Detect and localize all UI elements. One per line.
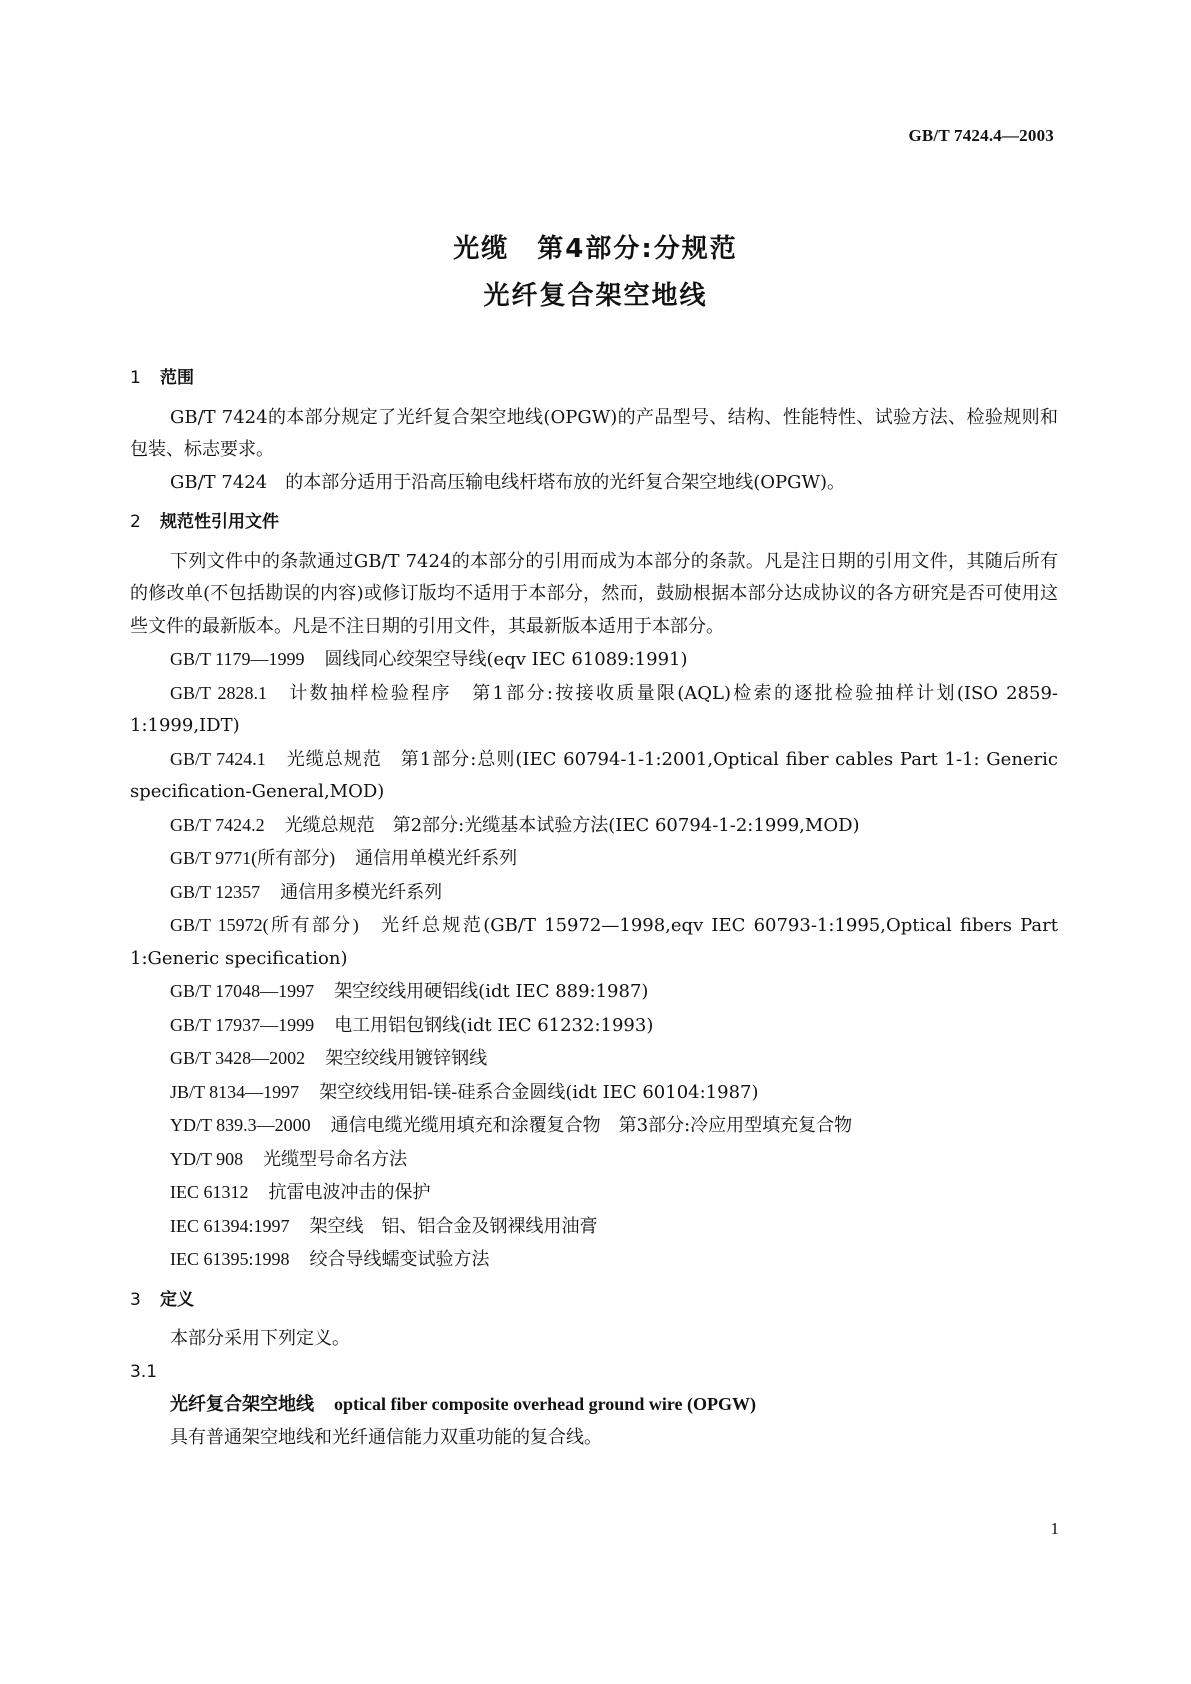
section-number: 1 xyxy=(130,368,141,388)
reference-item xyxy=(130,1042,1058,1076)
reference-item xyxy=(130,1143,1058,1177)
reference-code: GB/T 2828.1 xyxy=(170,682,267,703)
section-number: 3 xyxy=(130,1289,141,1310)
reference-item xyxy=(130,1176,1058,1210)
section-1-heading xyxy=(130,362,1058,395)
page-number: 1 xyxy=(1050,1519,1059,1538)
section-2-heading xyxy=(130,506,1058,539)
section-title: 规范性引用文件 xyxy=(160,512,279,532)
reference-item xyxy=(130,643,1058,677)
reference-title: 架空线 铝、铝合金及钢裸线用油膏 xyxy=(309,1215,598,1237)
section-number: 2 xyxy=(130,512,141,532)
reference-code: JB/T 8134—1997 xyxy=(170,1081,300,1102)
standard-number: GB/T 7424.4—2003 xyxy=(908,126,1054,145)
reference-code: IEC 61394:1997 xyxy=(170,1215,290,1236)
reference-item xyxy=(130,1243,1058,1277)
paragraph: 本部分采用下列定义。 xyxy=(170,1328,350,1349)
reference-code: GB/T 7424.1 xyxy=(170,748,266,769)
reference-title: 抗雷电波冲击的保护 xyxy=(268,1182,431,1203)
paragraph: GB/T 7424的本部分规定了光纤复合架空地线(OPGW)的产品型号、结构、性能特性、试验方法、检验规则和包装、标志要求。 xyxy=(130,406,1058,460)
section-title: 定义 xyxy=(160,1289,194,1310)
reference-title: 通信电缆光缆用填充和涂覆复合物 第3部分:冷应用型填充复合物 xyxy=(330,1115,853,1136)
reference-code: GB/T 17048—1997 xyxy=(170,981,315,1001)
reference-code: GB/T 17937—1999 xyxy=(170,1014,315,1035)
reference-code: GB/T 9771(所有部分) xyxy=(170,848,336,868)
reference-title: 光缆总规范 第2部分:光缆基本试验方法(IEC 60794-1-2:1999,MOD) xyxy=(284,814,860,836)
reference-item xyxy=(130,1109,1058,1143)
reference-item xyxy=(130,1076,1058,1110)
reference-title: 圆线同心绞架空导线(eqv IEC 61089:1991) xyxy=(324,649,688,670)
term-definition: 具有普通架空地线和光纤通信能力双重功能的复合线。 xyxy=(170,1426,602,1448)
reference-code: GB/T 15972(所有部分) xyxy=(170,915,359,935)
reference-title: 光缆型号命名方法 xyxy=(263,1148,408,1170)
reference-code: GB/T 12357 xyxy=(170,881,261,902)
reference-title: 计数抽样检验程序 第1部分:按接收质量限(AQL)检索的逐批检验抽样计划(ISO 2859-1:1999,IDT) xyxy=(130,682,1058,736)
reference-title: 通信用单模光纤系列 xyxy=(355,848,518,869)
reference-code: GB/T 7424.2 xyxy=(170,814,265,835)
reference-title: 电工用铝包钢线(idt IEC 61232:1993) xyxy=(334,1014,654,1036)
paragraph: 下列文件中的条款通过GB/T 7424的本部分的引用而成为本部分的条款。凡是注日期的引用文件，其随后所有的修改单(不包括勘误的内容)或修订版均不适用于本部分，然而，鼓励根据本部分达成协议的各方研究是否可使用这些文件的最新版本。凡是不注日期的引用文件，其最新版本适用于本部分。 xyxy=(130,550,1058,637)
document-body xyxy=(130,362,1058,1454)
section-3-heading xyxy=(130,1284,1058,1317)
reference-code: GB/T 3428—2002 xyxy=(170,1048,306,1068)
reference-item xyxy=(130,975,1058,1009)
reference-item xyxy=(130,842,1058,876)
reference-code: IEC 61312 xyxy=(170,1182,249,1202)
reference-title: 架空绞线用铝-镁-硅系合金圆线(idt IEC 60104:1987) xyxy=(319,1081,759,1103)
reference-item xyxy=(130,743,1058,809)
reference-title: 光纤总规范(GB/T 15972—1998,eqv IEC 60793-1:1995,Optical fibers Part 1:Generic specification) xyxy=(130,915,1058,969)
document-title-line1: 光缆 第4部分:分规范 xyxy=(453,234,738,264)
reference-title: 架空绞线用硬铝线(idt IEC 889:1987) xyxy=(334,981,649,1002)
reference-title: 光缆总规范 第1部分:总则(IEC 60794-1-1:2001,Optical fiber cables Part 1-1: Generic specification-General,MOD) xyxy=(130,748,1059,802)
clause-number: 3.1 xyxy=(130,1361,158,1382)
reference-code: YD/T 839.3—2000 xyxy=(170,1115,311,1135)
document-title-line2: 光纤复合架空地线 xyxy=(483,281,708,311)
reference-item xyxy=(130,677,1058,743)
reference-code: YD/T 908 xyxy=(170,1148,244,1169)
reference-title: 通信用多模光纤系列 xyxy=(280,881,443,903)
reference-code: IEC 61395:1998 xyxy=(170,1249,290,1269)
reference-item xyxy=(130,1210,1058,1244)
paragraph: GB/T 7424 的本部分适用于沿高压输电线杆塔布放的光纤复合架空地线(OPGW)。 xyxy=(170,471,845,493)
reference-title: 绞合导线蠕变试验方法 xyxy=(309,1249,490,1270)
reference-item xyxy=(130,876,1058,910)
reference-item xyxy=(130,1009,1058,1043)
term-chinese: 光纤复合架空地线 xyxy=(170,1394,314,1415)
section-title: 范围 xyxy=(160,368,194,388)
term-english: optical fiber composite overhead ground wire (OPGW) xyxy=(334,1394,756,1414)
reference-item xyxy=(130,909,1058,975)
reference-item xyxy=(130,809,1058,843)
reference-title: 架空绞线用镀锌钢线 xyxy=(325,1048,488,1069)
term-heading xyxy=(130,1388,1058,1422)
reference-code: GB/T 1179—1999 xyxy=(170,649,305,669)
